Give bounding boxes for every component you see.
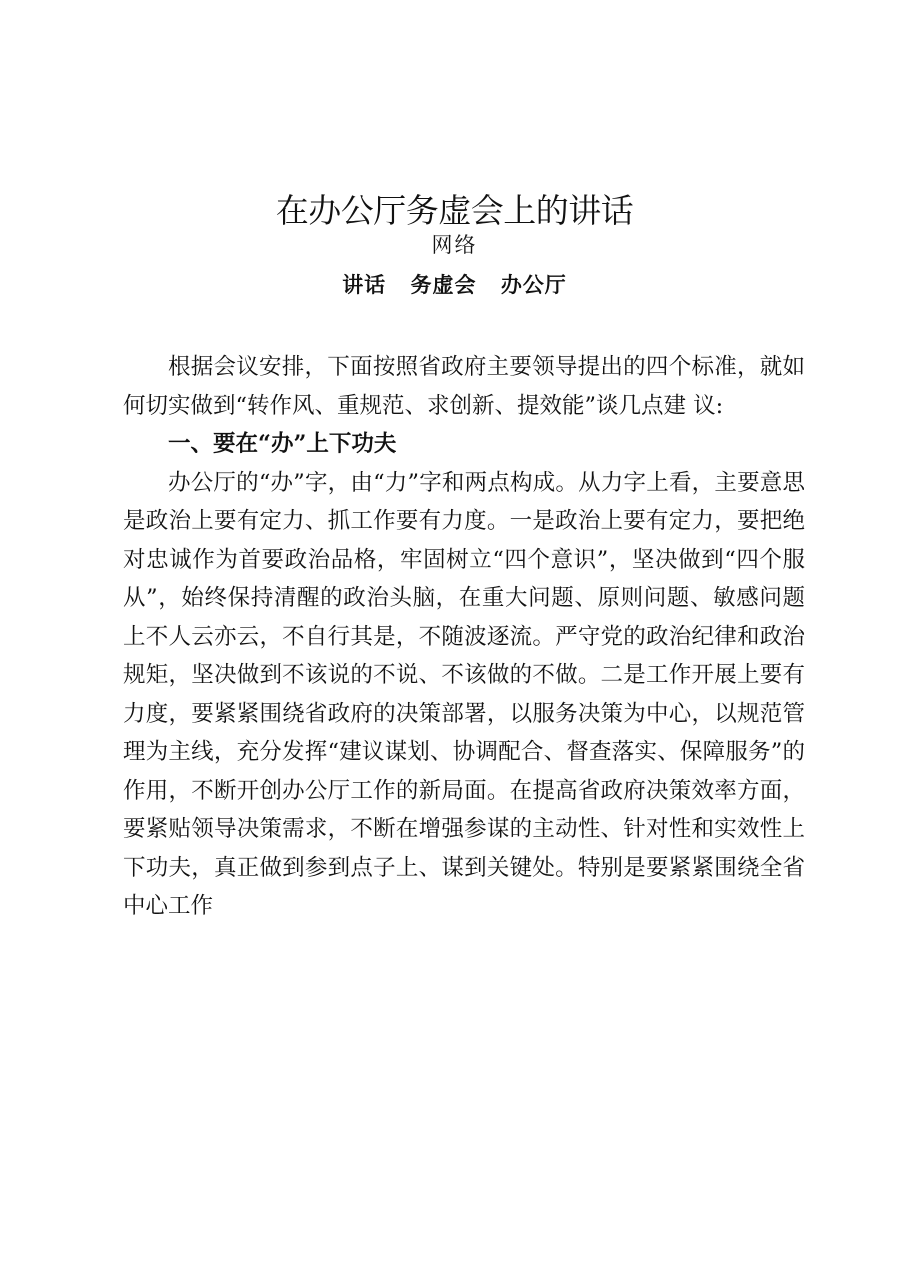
- document-author: 网络: [431, 233, 478, 257]
- keyword: 务虚会: [410, 272, 477, 297]
- document-body: [123, 348, 805, 926]
- keyword: 讲话: [342, 272, 387, 297]
- document-keywords: [0, 270, 909, 300]
- document-title: 在办公厅务虚会上的讲话: [275, 191, 634, 230]
- section-heading: 一、要在“办”上下功夫: [168, 431, 397, 457]
- body-paragraph-intro: 根据会议安排，下面按照省政府主要领导提出的四个标准，就如何切实做到“转作风、重规范、求创新、提效能”谈几点建 议:: [123, 354, 805, 419]
- body-paragraph: 办公厅的“办”字，由“力”字和两点构成。从力字上看，主要意思是政治上要有定力、抓工作要有力度。一是政治上要有定力，要把绝对忠诚作为首要政治品格，牢固树立“四个意识”，坚决做到“四个服从”，始终保持清醒的政治头脑，在重大问题、原则问题、敏感问题上不人云亦云，不自行其是，不随波逐流。严守党的政治纪律和政治规矩，坚决做到不该说的不说、不该做的不做。二是工作开展上要有力度，要紧紧围绕省政府的决策部署，以服务决策为中心，以规范管理为主线，充分发挥“建议谋划、协调配合、督查落实、保障服务”的作用，不断开创办公厅工作的新局面。在提高省政府决策效率方面，要紧贴领导决策需求，不断在增强参谋的主动性、针对性和实效性上下功夫，真正做到参到点子上、谋到关键处。特别是要紧紧围绕全省中心工作: [123, 469, 805, 919]
- keyword: 办公厅: [500, 272, 567, 297]
